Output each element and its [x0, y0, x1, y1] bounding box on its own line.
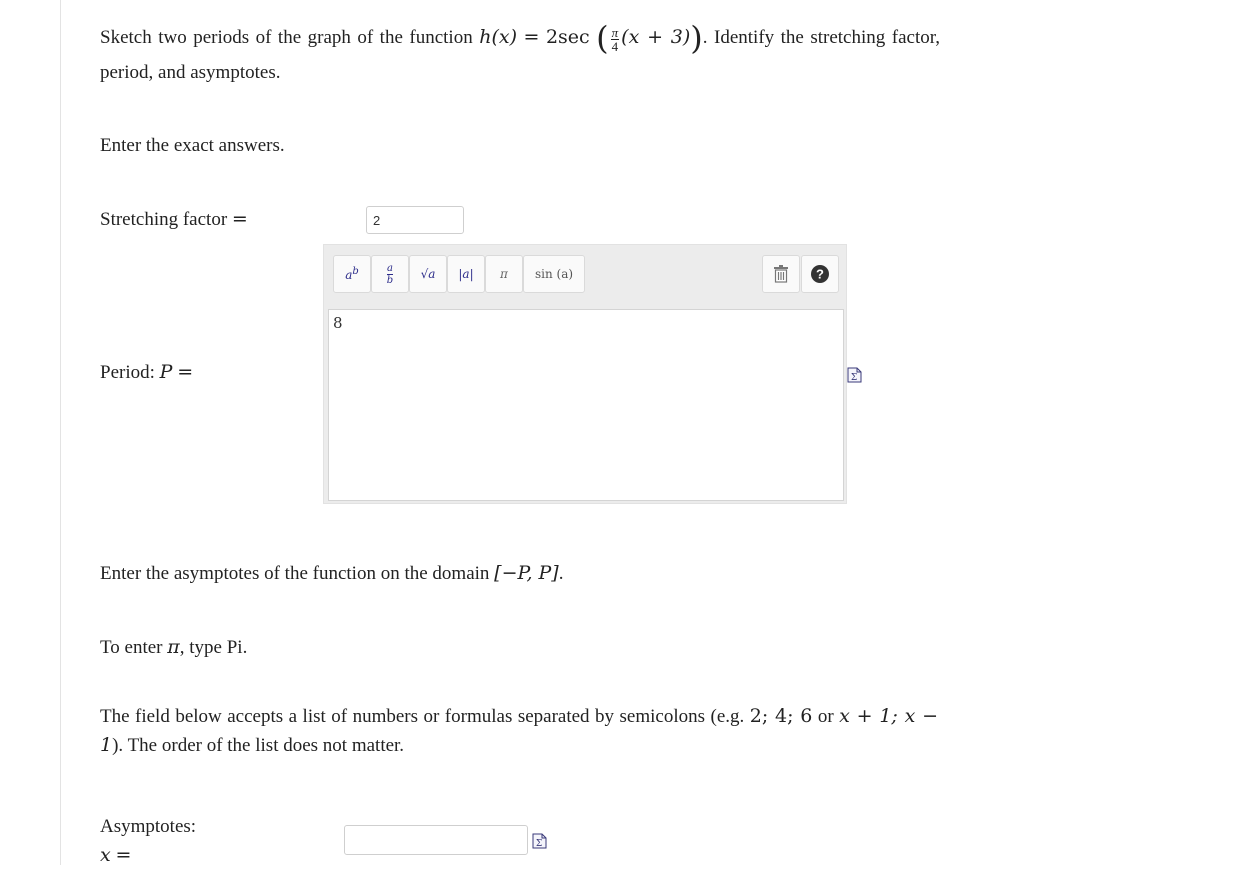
left-margin-rule — [60, 0, 61, 865]
asymptotes-label: Asymptotes: — [100, 816, 197, 837]
abs-button[interactable]: |a| — [447, 255, 485, 293]
pi-button[interactable]: π — [485, 255, 523, 293]
inner-expression: (x + 3) — [621, 26, 691, 48]
formula-check-icon[interactable] — [847, 367, 862, 383]
svg-text:?: ? — [816, 266, 824, 282]
fraction-num-glyph: a — [387, 262, 393, 274]
pi-hint-suffix: , type Pi. — [179, 637, 248, 658]
stretching-factor-label — [100, 202, 248, 237]
asymptote-equals: = — [115, 844, 132, 866]
asymptotes-x-equals — [100, 838, 131, 873]
period-variable: P — [159, 361, 173, 383]
list-or: or — [817, 706, 834, 727]
frac-denominator: 4 — [611, 39, 619, 54]
list-hint — [100, 702, 938, 760]
stretching-factor-input[interactable] — [366, 206, 464, 234]
formula-check-icon[interactable] — [532, 833, 547, 849]
frac-numerator: π — [611, 25, 619, 40]
function-arg: (x) — [491, 26, 518, 48]
question-text — [100, 20, 940, 90]
asymptotes-input[interactable] — [344, 825, 528, 855]
stretching-factor-text: Stretching factor — [100, 209, 228, 230]
svg-text:Σ: Σ — [535, 839, 543, 849]
equals-sign: = — [523, 26, 540, 48]
asymptotes-instruction-period: . — [558, 563, 564, 584]
stretching-equals: = — [231, 208, 248, 230]
period-label-text: Period: — [100, 362, 155, 383]
period-math-editor — [323, 244, 847, 504]
pi-symbol: π — [167, 636, 180, 658]
period-label — [100, 355, 193, 390]
trash-icon — [773, 265, 789, 283]
paren-close: ) — [690, 19, 703, 57]
domain-interval: [−P, P] — [494, 562, 559, 584]
list-hint-prefix: The field below accepts a list of numbers or formulas separated by semicolons (e.g. — [100, 706, 745, 727]
svg-text:Σ: Σ — [850, 373, 858, 383]
help-button[interactable] — [801, 255, 839, 293]
list-hint-suffix: ). The order of the list does not matter. — [112, 735, 405, 756]
function-name: h — [479, 26, 492, 48]
power-button[interactable]: $a^b$ — [333, 255, 371, 293]
sec-function: sec — [558, 26, 590, 48]
asymptote-variable: x — [100, 844, 111, 866]
paren-open: ( — [596, 19, 609, 57]
intro-after-text: . Identify the stretching factor, period, and asymptotes. — [100, 27, 941, 83]
sin-button[interactable]: sin (a) — [523, 255, 585, 293]
list-example: 2; 4; 6 — [749, 705, 813, 727]
sqrt-button[interactable]: √a — [409, 255, 447, 293]
trash-button[interactable] — [762, 255, 800, 293]
fraction-den-glyph: b — [386, 274, 394, 286]
period-editor-value: 8 — [333, 314, 343, 332]
pi-over-four — [611, 26, 620, 53]
coefficient: 2 — [545, 26, 559, 48]
list-formula: x + 1; x − 1 — [100, 705, 939, 756]
help-icon — [811, 265, 829, 283]
intro-text: Sketch two periods of the graph of the function — [100, 27, 473, 48]
asymptotes-instruction-text: Enter the asymptotes of the function on the domain — [100, 563, 490, 584]
period-equals: = — [177, 361, 194, 383]
period-editor-input[interactable] — [328, 309, 844, 501]
exact-instruction: Enter the exact answers. — [100, 135, 285, 156]
fraction-button[interactable] — [371, 255, 409, 293]
asymptotes-instruction — [100, 556, 563, 591]
pi-hint — [100, 630, 247, 665]
pi-hint-prefix: To enter — [100, 637, 163, 658]
